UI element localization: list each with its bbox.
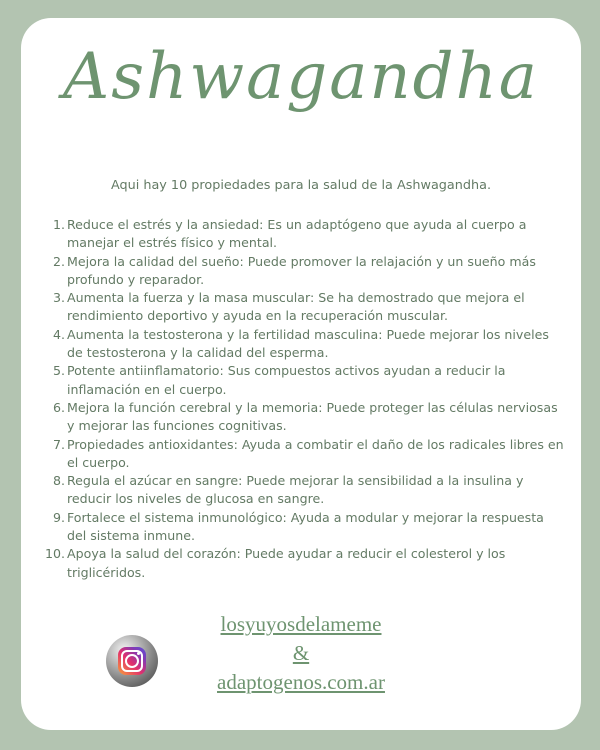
content-card	[21, 18, 581, 730]
item-number: 7.	[52, 436, 65, 452]
list-item	[45, 399, 565, 436]
item-text: Aumenta la testosterona y la fertilidad masculina: Puede mejorar los niveles de testosterona y la calidad del esperma.	[67, 326, 549, 361]
list-item	[45, 326, 565, 363]
item-text: Fortalece el sistema inmunológico: Ayuda a modular y mejorar la respuesta del sistema inmune.	[67, 509, 544, 544]
item-number: 8.	[52, 473, 65, 489]
intro-text: Aqui hay 10 propiedades para la salud de la Ashwagandha.	[110, 178, 492, 193]
list-item	[45, 509, 565, 546]
item-number: 9.	[52, 509, 65, 525]
item-number: 2.	[52, 253, 65, 269]
instagram-lens	[125, 654, 139, 668]
item-text: Mejora la función cerebral y la memoria: Puede proteger las células nerviosas y mejorar las funciones cognitivas.	[67, 399, 558, 434]
item-text: Mejora la calidad del sueño: Puede promover la relajación y un sueño más profundo y reparador.	[67, 253, 536, 287]
list-item	[45, 545, 565, 582]
item-text: Regula el azúcar en sangre: Puede mejorar la sensibilidad a la insulina y reducir los niveles de glucosa en sangre.	[67, 473, 524, 507]
list-item	[45, 289, 565, 326]
item-number: 6.	[52, 399, 65, 415]
ampersand: &	[292, 641, 310, 665]
instagram-handle-link[interactable]: losyuyosdelameme	[220, 612, 382, 636]
list-item	[45, 253, 565, 290]
item-text: Aumenta la fuerza y la masa muscular: Se ha demostrado que mejora el rendimiento deportivo y ayuda en la recuperación muscular.	[67, 290, 525, 324]
item-text: Apoya la salud del corazón: Puede ayudar a reducir el colesterol y los triglicéridos.	[67, 546, 506, 580]
instagram-logo	[118, 647, 146, 675]
item-text: Reduce el estrés y la ansiedad: Es un adaptógeno que ayuda al cuerpo a manejar el estrés físico y mental.	[67, 217, 527, 251]
item-text: Potente antiinflamatorio: Sus compuestos activos ayudan a reducir la inflamación en el cuerpo.	[67, 363, 506, 397]
list-item	[45, 216, 565, 253]
page-title: Ashwagandha	[63, 40, 539, 114]
list-item	[45, 472, 565, 509]
instagram-dot	[137, 652, 140, 655]
contact-links	[171, 612, 431, 695]
item-number: 5.	[52, 363, 65, 379]
item-number: 4.	[52, 326, 65, 342]
website-link[interactable]: adaptogenos.com.ar	[217, 670, 385, 694]
item-number: 1.	[52, 217, 65, 232]
list-item	[45, 362, 565, 399]
instagram-icon[interactable]	[106, 635, 158, 687]
item-number: 3.	[52, 290, 65, 306]
properties-list	[45, 216, 565, 582]
item-number: 10.	[45, 546, 66, 562]
item-text: Propiedades antioxidantes: Ayuda a combatir el daño de los radicales libres en el cuerpo.	[67, 436, 564, 470]
list-item	[45, 436, 565, 473]
